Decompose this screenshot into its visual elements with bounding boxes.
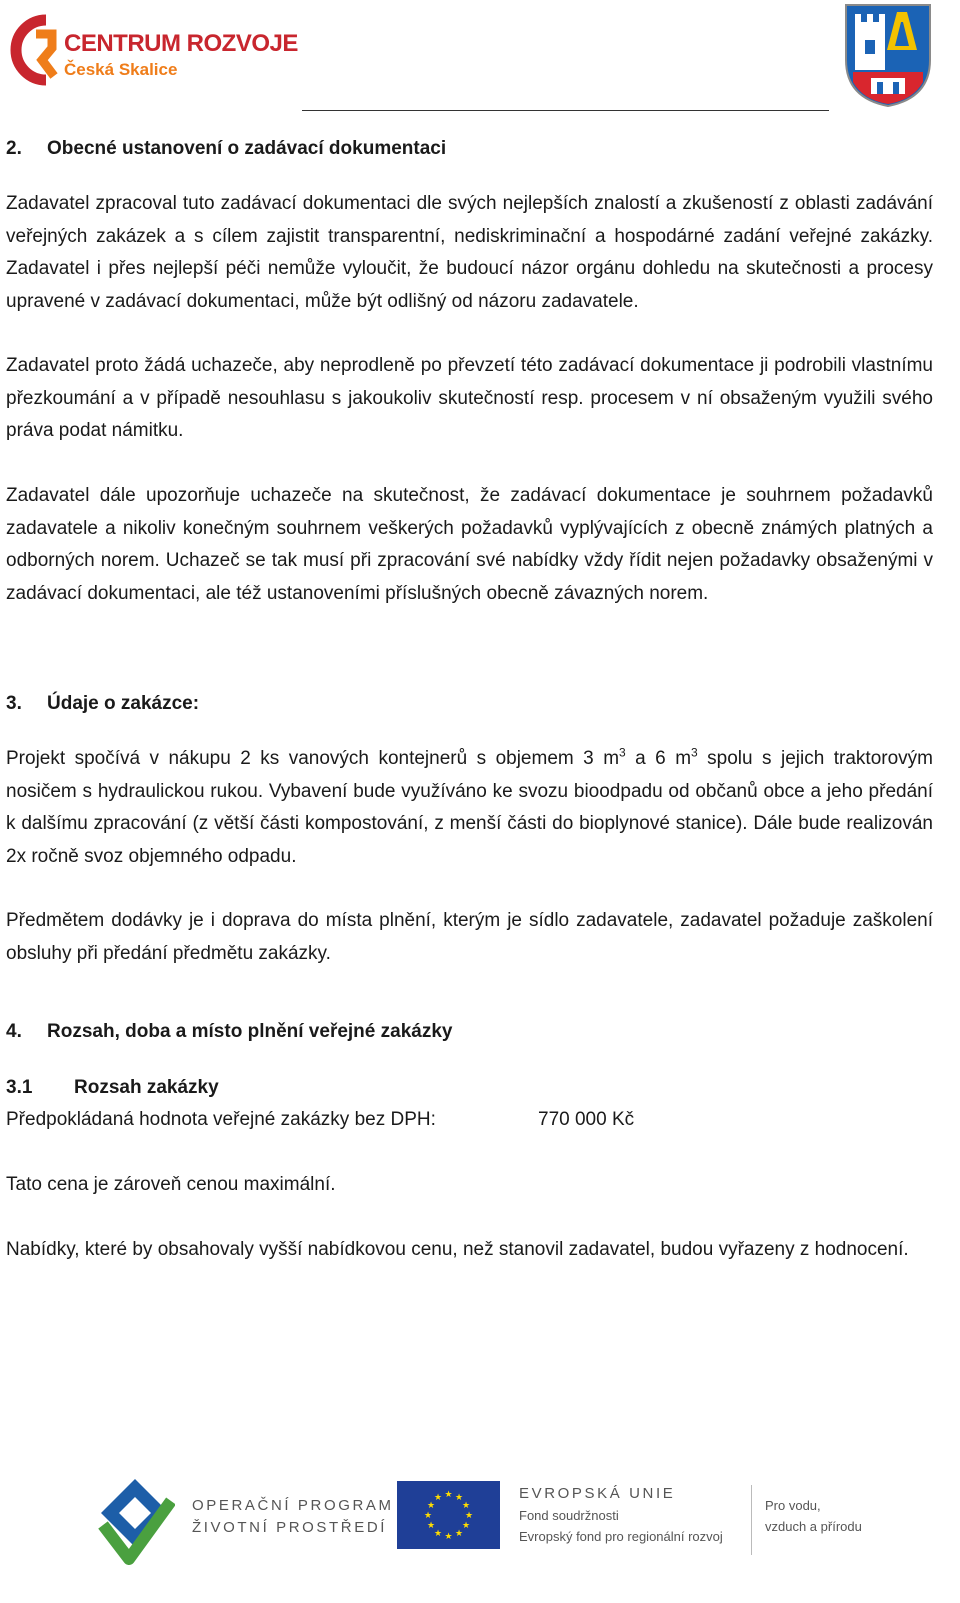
opzp-line-2: ŽIVOTNÍ PROSTŘEDÍ: [192, 1519, 388, 1536]
svg-text:★: ★: [461, 1501, 471, 1511]
eu-title: EVROPSKÁ UNIE: [519, 1485, 676, 1502]
section-3-heading: [6, 688, 933, 721]
section-3-title: Údaje o zakázce:: [47, 693, 200, 714]
svg-text:★: ★: [423, 1511, 433, 1521]
town-crest-icon: [843, 2, 933, 108]
header-divider: [302, 110, 829, 111]
eu-text: [519, 1483, 723, 1547]
section-3-number: 3.: [6, 693, 22, 714]
slogan-line-2: vzduch a přírodu: [765, 1519, 862, 1534]
opzp-line-1: OPERAČNÍ PROGRAM: [192, 1497, 394, 1514]
opzp-logo-icon: [95, 1473, 175, 1565]
section-4-title: Rozsah, doba a místo plnění veřejné zakázky: [47, 1021, 453, 1042]
section-3-sup-1: 3: [619, 745, 626, 760]
section-3-p1-part-a: Projekt spočívá v nákupu 2 ks vanových kontejnerů s objemem 3 m: [6, 748, 620, 769]
section-3-paragraph-2: Předmětem dodávky je i doprava do místa plnění, kterým je sídlo zadavatele, zadavatel požaduje zaškolení obsluhy při předání předmětu zakázky.: [6, 910, 933, 964]
centrum-rozvoje-mark-icon: [6, 14, 62, 86]
section-4-number: 4.: [6, 1021, 22, 1042]
section-2-title: Obecné ustanovení o zadávací dokumentaci: [47, 138, 447, 159]
svg-text:★: ★: [454, 1493, 464, 1503]
slogan-line-1: Pro vodu,: [765, 1498, 821, 1513]
section-2-paragraph-2: Zadavatel proto žádá uchazeče, aby neprodleně po převzetí této zadávací dokumentace ji podrobili vlastnímu přezkoumání a v případě nesouhlasu s jakoukoliv skutečností resp. procesem v ní obsaženým využili svého práva podat námitku.: [6, 355, 933, 441]
logo-title: CENTRUM ROZVOJE: [64, 30, 298, 57]
opzp-text: [192, 1495, 394, 1539]
slogan: [765, 1495, 862, 1537]
subsection-title: Rozsah zakázky: [74, 1077, 219, 1098]
section-3-sup-2: 3: [691, 745, 698, 760]
section-3-p1-part-c: spolu s jejich traktorovým nosičem s hydraulickou rukou. Vybavení bude využíváno ke svozu bioodpadu od občanů obce a jeho předání k dalšímu zpracování (z větší části kompostování, z menší části do bioplynové stanice). Dále bude realizován 2x ročně svoz objemného odpadu.: [6, 748, 933, 867]
eu-stars-icon: [397, 1481, 500, 1549]
section-3-p1-part-b: a 6 m: [625, 748, 692, 769]
section-2-paragraph-3: Zadavatel dále upozorňuje uchazeče na skutečnost, že zadávací dokumentace je souhrnem požadavků zadavatele a nikoliv konečným souhrnem veškerých požadavků vyplývajících z obecně známých platných a odborných norem. Uchazeč se tak musí při zpracování své nabídky vždy řídit nejen požadavky obsaženými v zadávací dokumentaci, ale též ustanoveními příslušných obecně závazných norem.: [6, 485, 933, 604]
svg-text:★: ★: [426, 1501, 436, 1511]
eu-flag-icon: [397, 1481, 500, 1549]
eu-fund-1: Fond soudržnosti: [519, 1508, 619, 1523]
svg-text:★: ★: [444, 1532, 453, 1542]
estimated-value-label: Předpokládaná hodnota veřejné zakázky bez DPH:: [6, 1109, 436, 1130]
eu-fund-2: Evropský fond pro regionální rozvoj: [519, 1529, 723, 1544]
svg-text:★: ★: [464, 1511, 474, 1521]
subsection-number: 3.1: [6, 1077, 33, 1098]
svg-text:★: ★: [433, 1529, 443, 1539]
estimated-value-amount: 770 000 Kč: [538, 1109, 635, 1130]
svg-text:★: ★: [444, 1490, 453, 1500]
section-2-heading: [6, 133, 933, 166]
svg-text:★: ★: [461, 1521, 471, 1531]
section-4-heading: [6, 1016, 933, 1049]
centrum-rozvoje-logo: [4, 10, 298, 90]
footer-logos: [0, 1465, 960, 1575]
section-2-number: 2.: [6, 138, 22, 159]
section-2-paragraph-1: Zadavatel zpracoval tuto zadávací dokumentaci dle svých nejlepších znalostí a zkušeností z oblasti zadávání veřejných zakázek a s cílem zajistit transparentní, nediskriminační a hospodárné zadání veřejné zakázky. Zadavatel i přes nejlepší péči nemůže vyloučit, že budoucí názor orgánu dohledu na skutečnosti a procesy upravené v zadávací dokumentaci, může být odlišný od názoru zadavatele.: [6, 193, 933, 312]
logo-subtitle: Česká Skalice: [64, 60, 178, 79]
section-3-paragraph-1: [6, 743, 933, 873]
svg-text:★: ★: [433, 1493, 443, 1503]
section-4-paragraph-1: Tato cena je zároveň cenou maximální.: [6, 1174, 336, 1195]
footer-divider: [751, 1485, 752, 1555]
subsection-3-1-heading: [6, 1072, 933, 1105]
section-4-paragraph-2: Nabídky, které by obsahovaly vyšší nabídkovou cenu, než stanovil zadavatel, budou vyřazeny z hodnocení.: [6, 1239, 909, 1260]
svg-text:★: ★: [426, 1521, 436, 1531]
svg-text:★: ★: [454, 1529, 464, 1539]
